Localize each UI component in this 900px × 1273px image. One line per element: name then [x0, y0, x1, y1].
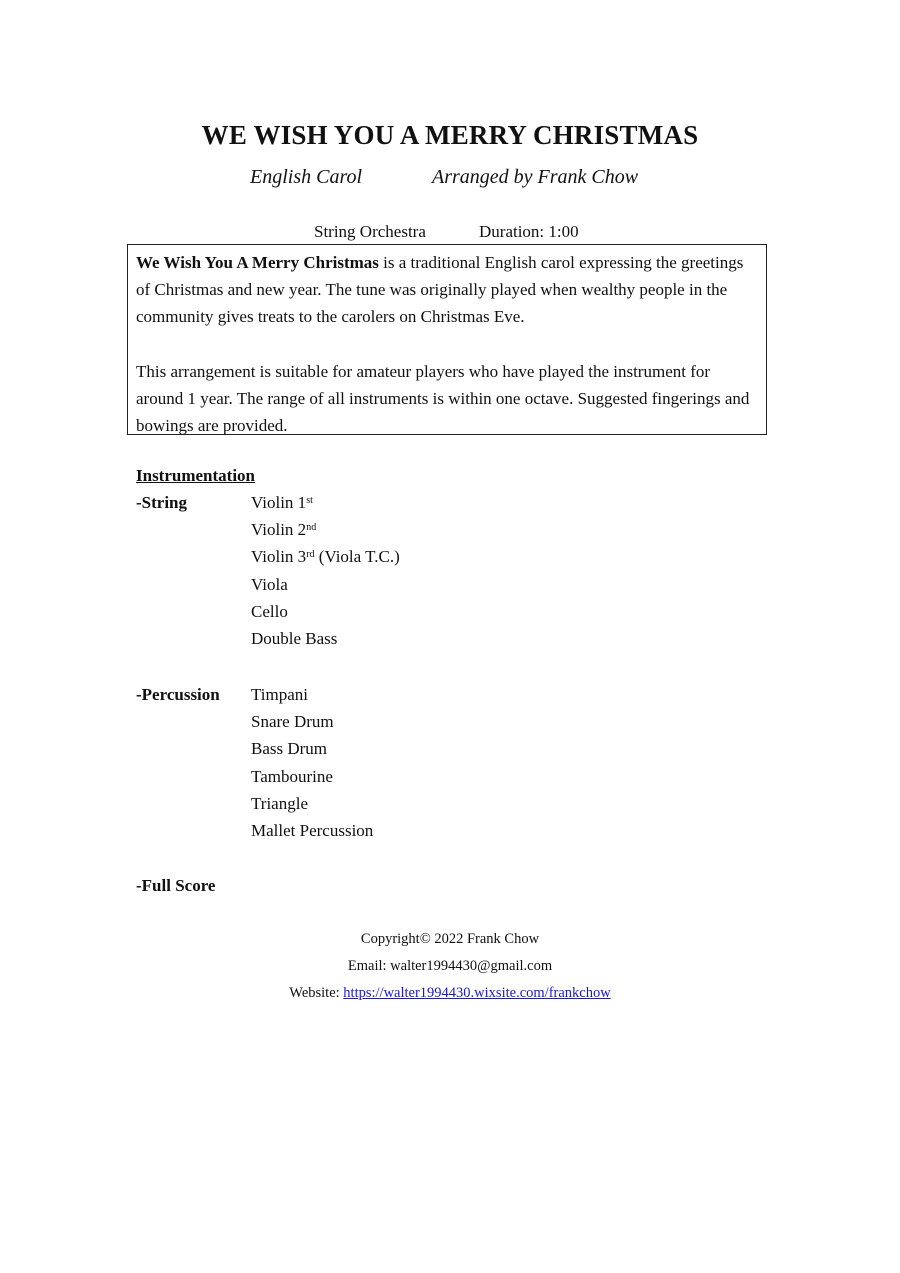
- description-paragraph-2: This arrangement is suitable for amateur players who have played the instrument for around 1 year. The range of all instruments is within one octave. Suggested fingerings and bowings are provided.: [136, 361, 750, 436]
- instrument-timpani: Timpani: [251, 685, 309, 704]
- string-group-label: -String: [136, 493, 187, 512]
- instrument-double-bass: Double Bass: [251, 629, 338, 649]
- instrument-tambourine: Tambourine: [251, 766, 333, 786]
- instrument-bass-drum: Bass Drum: [251, 739, 328, 759]
- description-box: [127, 244, 767, 435]
- website-link[interactable]: https://walter1994430.wixsite.com/frankchow: [343, 985, 611, 1001]
- description-paragraph-1: [136, 249, 758, 331]
- instrument-viola: Viola: [251, 574, 288, 594]
- duration-label: Duration: 1:00: [479, 222, 579, 241]
- instrument-triangle: Triangle: [251, 793, 308, 813]
- ensemble-label: String Orchestra: [314, 222, 426, 241]
- instrumentation-heading: Instrumentation: [136, 466, 256, 485]
- website-line: [0, 985, 900, 1002]
- instrument-mallet-percussion: Mallet Percussion: [251, 821, 374, 841]
- copyright-line: Copyright© 2022 Frank Chow: [360, 931, 540, 947]
- string-instrument-list: [251, 489, 400, 652]
- instrument-snare-drum: Snare Drum: [251, 712, 334, 732]
- percussion-instrument-list: [251, 681, 373, 844]
- full-score-label: -Full Score: [136, 876, 216, 895]
- description-text-1: is a traditional English carol expressing the greetings of Christmas and new year. The tune was originally played when wealthy people in the community gives treats to the carolers on Christmas Eve.: [136, 253, 744, 327]
- origin-subtitle: English Carol: [250, 166, 363, 188]
- description-title: We Wish You A Merry Christmas: [136, 253, 379, 272]
- instrument-violin-2: Violin 2nd: [251, 520, 317, 540]
- percussion-group-label: -Percussion: [136, 685, 220, 704]
- website-label: Website:: [289, 985, 344, 1001]
- instrument-cello: Cello: [251, 601, 288, 621]
- instrument-violin-3: Violin 3rd (Viola T.C.): [251, 547, 400, 567]
- instrument-violin-1: Violin 1st: [251, 493, 313, 512]
- arranger-subtitle: Arranged by Frank Chow: [432, 166, 639, 188]
- page-title: WE WISH YOU A MERRY CHRISTMAS: [201, 120, 699, 150]
- email-line: Email: walter1994430@gmail.com: [347, 958, 553, 974]
